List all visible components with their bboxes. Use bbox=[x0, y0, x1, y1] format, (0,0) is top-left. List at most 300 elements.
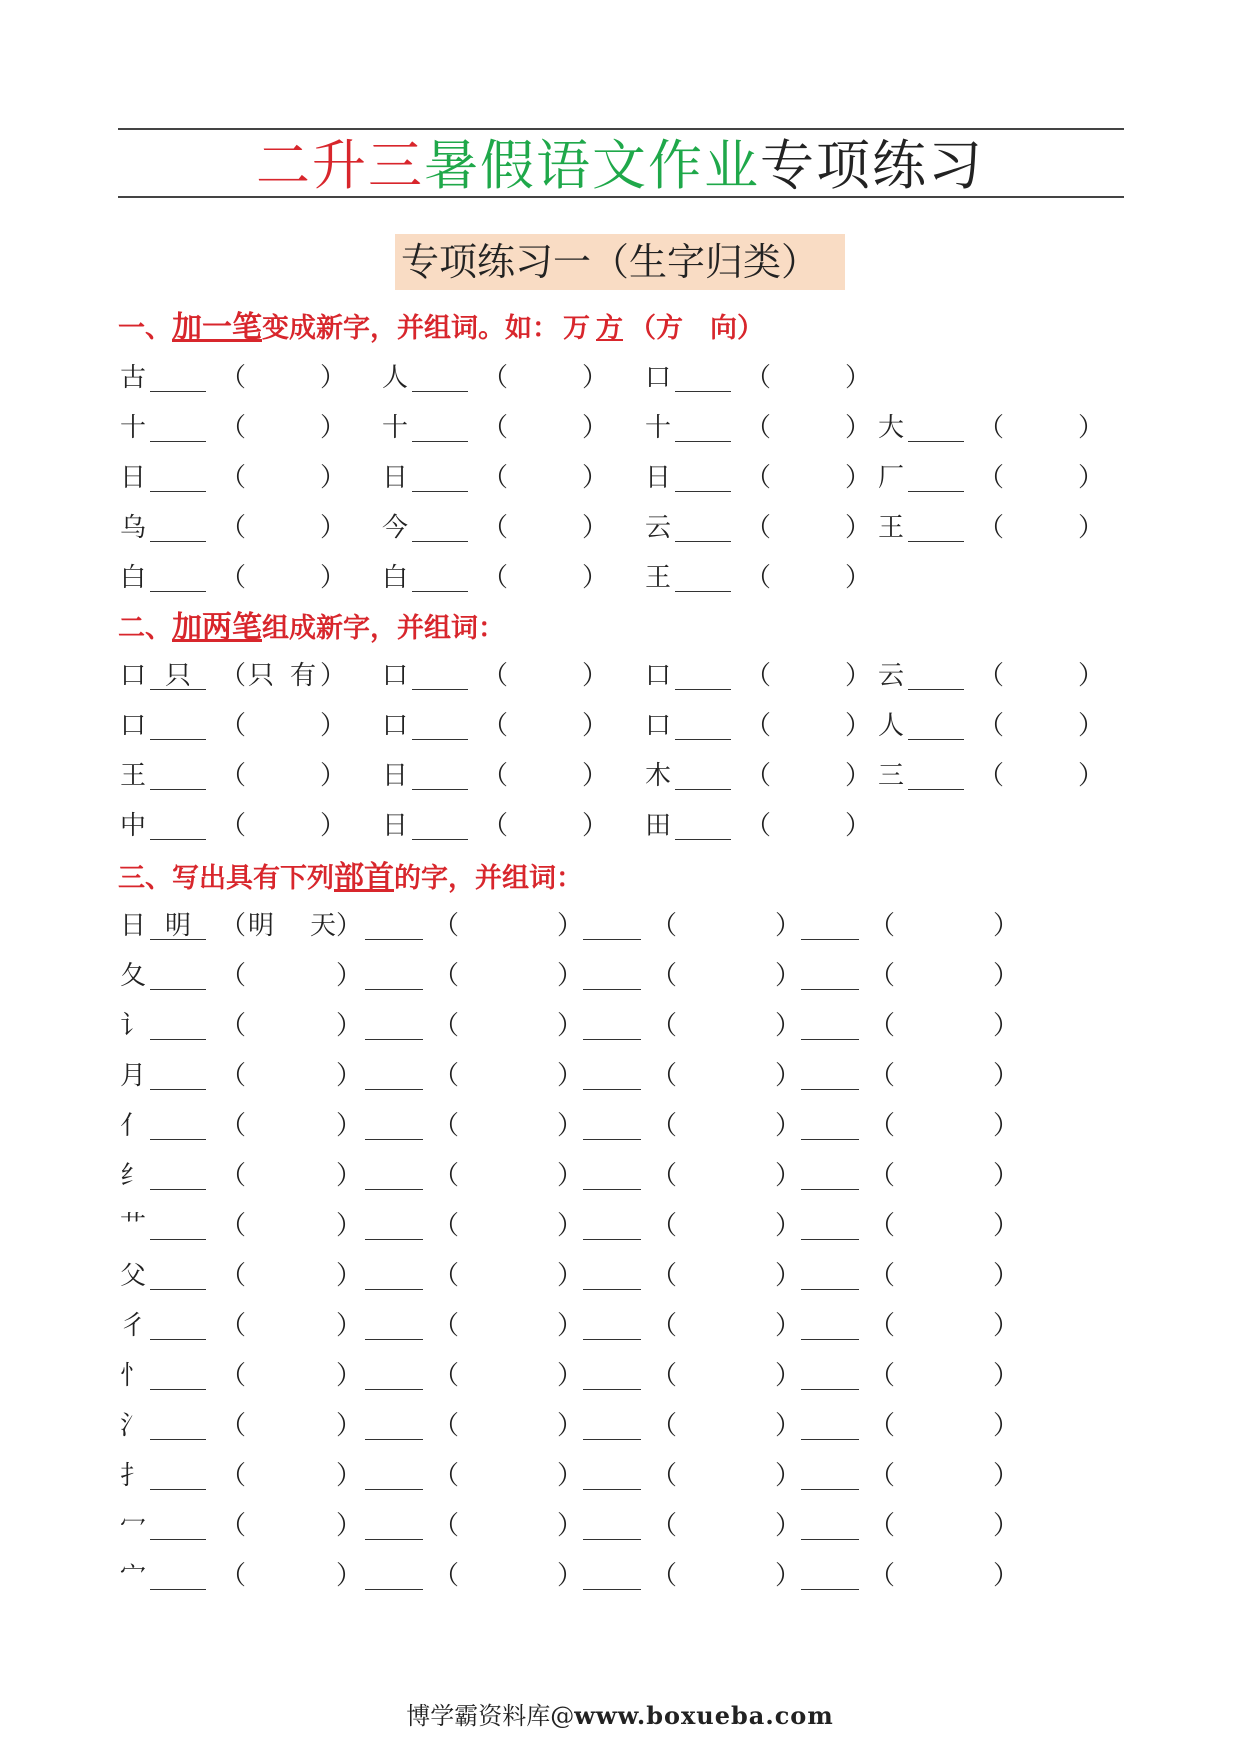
close-paren: ） bbox=[845, 761, 872, 791]
answer-line[interactable] bbox=[675, 391, 731, 392]
open-paren: （ bbox=[433, 1261, 460, 1291]
exercise-cell bbox=[801, 1406, 1020, 1446]
base-char: 王 bbox=[120, 761, 147, 791]
exercise-row bbox=[0, 1156, 1240, 1196]
answer-line[interactable] bbox=[365, 1539, 423, 1540]
exercise-cell bbox=[801, 1506, 1020, 1546]
answer-line[interactable] bbox=[801, 1539, 859, 1540]
open-paren: （ bbox=[869, 1411, 896, 1441]
exercise-cell bbox=[120, 1206, 363, 1246]
radical-char: 忄 bbox=[120, 1361, 147, 1391]
base-char: 口 bbox=[120, 711, 147, 741]
exercise-row bbox=[0, 1006, 1240, 1046]
radical-char: 夂 bbox=[120, 961, 147, 991]
close-paren: ） bbox=[993, 961, 1020, 991]
open-paren: （ bbox=[978, 513, 1005, 543]
answer-line[interactable] bbox=[675, 789, 731, 790]
example-word-2: 有 bbox=[290, 661, 317, 691]
answer-line[interactable] bbox=[801, 1289, 859, 1290]
answer-line[interactable] bbox=[412, 839, 468, 840]
close-paren: ） bbox=[775, 911, 802, 941]
answer-line[interactable] bbox=[365, 1589, 423, 1590]
exercise-cell bbox=[801, 956, 1020, 996]
base-char: 大 bbox=[878, 413, 905, 443]
open-paren: （ bbox=[869, 1261, 896, 1291]
answer-line[interactable] bbox=[150, 1489, 206, 1490]
answer-line[interactable] bbox=[150, 1589, 206, 1590]
close-paren: ） bbox=[336, 1311, 363, 1341]
exercise-cell bbox=[645, 558, 905, 598]
close-paren: ） bbox=[582, 463, 609, 493]
open-paren: （ bbox=[482, 563, 509, 593]
answer-char: 明 bbox=[164, 911, 191, 941]
close-paren: ） bbox=[557, 1311, 584, 1341]
radical-char: 日 bbox=[120, 911, 147, 941]
answer-line[interactable] bbox=[365, 1089, 423, 1090]
open-paren: （ bbox=[869, 1011, 896, 1041]
answer-line[interactable] bbox=[150, 739, 206, 740]
answer-line[interactable] bbox=[150, 1139, 206, 1140]
base-char: 口 bbox=[645, 363, 672, 393]
open-paren: （ bbox=[745, 463, 772, 493]
exercise-cell bbox=[382, 656, 642, 696]
answer-line[interactable] bbox=[801, 1139, 859, 1140]
exercise-cell bbox=[365, 1456, 584, 1496]
answer-line[interactable] bbox=[150, 1039, 206, 1040]
answer-line[interactable] bbox=[150, 541, 206, 542]
exercise-cell bbox=[120, 508, 380, 548]
exercise-row bbox=[0, 756, 1240, 796]
answer-line[interactable] bbox=[801, 1089, 859, 1090]
open-paren: （ bbox=[651, 1361, 678, 1391]
answer-line[interactable] bbox=[365, 1389, 423, 1390]
open-paren: （ bbox=[651, 961, 678, 991]
answer-line[interactable] bbox=[365, 989, 423, 990]
close-paren: ） bbox=[775, 1361, 802, 1391]
open-paren: （ bbox=[433, 1511, 460, 1541]
exercise-row bbox=[0, 706, 1240, 746]
open-paren: （ bbox=[745, 661, 772, 691]
open-paren: （ bbox=[220, 961, 247, 991]
close-paren: ） bbox=[320, 513, 347, 543]
answer-line[interactable] bbox=[150, 1539, 206, 1540]
answer-line[interactable] bbox=[412, 541, 468, 542]
open-paren: （ bbox=[745, 413, 772, 443]
close-paren: ） bbox=[557, 1011, 584, 1041]
exercise-cell bbox=[120, 1556, 363, 1596]
section2-prefix: 二、 bbox=[118, 613, 172, 644]
section1-prefix: 一、 bbox=[118, 313, 172, 344]
open-paren: （ bbox=[433, 961, 460, 991]
answer-line[interactable] bbox=[150, 839, 206, 840]
base-char: 王 bbox=[645, 563, 672, 593]
answer-line[interactable] bbox=[150, 989, 206, 990]
close-paren: ） bbox=[582, 711, 609, 741]
answer-line[interactable] bbox=[365, 1139, 423, 1140]
exercise-cell bbox=[382, 458, 642, 498]
answer-line[interactable] bbox=[583, 1389, 641, 1390]
section1-example-words: （方 向） bbox=[629, 313, 764, 344]
answer-line[interactable] bbox=[583, 1289, 641, 1290]
answer-line[interactable] bbox=[583, 1439, 641, 1440]
close-paren: ） bbox=[775, 1011, 802, 1041]
exercise-row bbox=[0, 656, 1240, 696]
answer-line[interactable] bbox=[150, 1189, 206, 1190]
open-paren: （ bbox=[220, 413, 247, 443]
exercise-cell bbox=[801, 1356, 1020, 1396]
open-paren: （ bbox=[651, 1411, 678, 1441]
answer-line[interactable] bbox=[365, 939, 423, 940]
exercise-cell bbox=[365, 1306, 584, 1346]
exercise-cell bbox=[120, 558, 380, 598]
exercise-cell bbox=[120, 1056, 363, 1096]
answer-line[interactable] bbox=[801, 1189, 859, 1190]
open-paren: （ bbox=[220, 661, 247, 691]
answer-char: 只 bbox=[164, 661, 191, 691]
answer-line[interactable] bbox=[150, 1289, 206, 1290]
base-char: 人 bbox=[382, 363, 409, 393]
open-paren: （ bbox=[482, 711, 509, 741]
open-paren: （ bbox=[869, 1461, 896, 1491]
exercise-row bbox=[0, 508, 1240, 548]
close-paren: ） bbox=[1078, 413, 1105, 443]
exercise-cell bbox=[365, 1506, 584, 1546]
exercise-cell bbox=[878, 508, 1138, 548]
answer-line[interactable] bbox=[365, 1189, 423, 1190]
close-paren: ） bbox=[336, 1461, 363, 1491]
exercise-row bbox=[0, 408, 1240, 448]
open-paren: （ bbox=[869, 1061, 896, 1091]
answer-line[interactable] bbox=[801, 1489, 859, 1490]
close-paren: ） bbox=[993, 1311, 1020, 1341]
answer-line[interactable] bbox=[908, 491, 964, 492]
close-paren: ） bbox=[557, 1511, 584, 1541]
base-char: 十 bbox=[382, 413, 409, 443]
open-paren: （ bbox=[745, 811, 772, 841]
answer-line[interactable] bbox=[675, 491, 731, 492]
answer-line[interactable] bbox=[801, 1039, 859, 1040]
close-paren: ） bbox=[336, 1111, 363, 1141]
base-char: 人 bbox=[878, 711, 905, 741]
answer-line[interactable] bbox=[583, 939, 641, 940]
open-paren: （ bbox=[220, 1461, 247, 1491]
close-paren: ） bbox=[557, 1161, 584, 1191]
open-paren: （ bbox=[433, 1161, 460, 1191]
exercise-row bbox=[0, 906, 1240, 946]
exercise-row bbox=[0, 1306, 1240, 1346]
base-char: 日 bbox=[382, 811, 409, 841]
footer-brand: 博学霸资料库@ bbox=[406, 1702, 575, 1730]
radical-char: 艹 bbox=[120, 1211, 147, 1241]
exercise-cell bbox=[382, 408, 642, 448]
answer-line[interactable] bbox=[908, 689, 964, 690]
open-paren: （ bbox=[220, 1211, 247, 1241]
exercise-cell bbox=[801, 1256, 1020, 1296]
title-bottom-rule bbox=[118, 196, 1124, 198]
open-paren: （ bbox=[220, 1311, 247, 1341]
answer-line[interactable] bbox=[150, 1339, 206, 1340]
exercise-cell bbox=[583, 1356, 802, 1396]
answer-line[interactable] bbox=[150, 441, 206, 442]
answer-line[interactable] bbox=[801, 1439, 859, 1440]
example-word-1: 明 bbox=[248, 911, 275, 941]
open-paren: （ bbox=[220, 1511, 247, 1541]
close-paren: ） bbox=[993, 1211, 1020, 1241]
answer-line[interactable] bbox=[583, 1089, 641, 1090]
answer-line[interactable] bbox=[675, 689, 731, 690]
exercise-cell bbox=[801, 906, 1020, 946]
exercise-cell bbox=[645, 806, 905, 846]
base-char: 木 bbox=[645, 761, 672, 791]
exercise-cell bbox=[583, 1306, 802, 1346]
open-paren: （ bbox=[651, 1211, 678, 1241]
base-char: 口 bbox=[645, 711, 672, 741]
answer-line[interactable] bbox=[412, 739, 468, 740]
open-paren: （ bbox=[869, 1211, 896, 1241]
open-paren: （ bbox=[869, 911, 896, 941]
open-paren: （ bbox=[433, 1361, 460, 1391]
base-char: 王 bbox=[878, 513, 905, 543]
answer-line[interactable] bbox=[908, 739, 964, 740]
close-paren: ） bbox=[320, 463, 347, 493]
section1-example-new: 方 bbox=[596, 313, 623, 344]
section3-heading bbox=[118, 860, 583, 897]
exercise-row bbox=[0, 1356, 1240, 1396]
answer-line[interactable] bbox=[412, 689, 468, 690]
open-paren: （ bbox=[869, 961, 896, 991]
exercise-cell bbox=[382, 806, 642, 846]
open-paren: （ bbox=[220, 1011, 247, 1041]
answer-line[interactable] bbox=[412, 391, 468, 392]
open-paren: （ bbox=[433, 1411, 460, 1441]
open-paren: （ bbox=[220, 1261, 247, 1291]
open-paren: （ bbox=[651, 1311, 678, 1341]
open-paren: （ bbox=[978, 711, 1005, 741]
base-char: 厂 bbox=[878, 463, 905, 493]
close-paren: ） bbox=[993, 1461, 1020, 1491]
open-paren: （ bbox=[745, 363, 772, 393]
open-paren: （ bbox=[745, 513, 772, 543]
exercise-row bbox=[0, 558, 1240, 598]
answer-line[interactable] bbox=[675, 839, 731, 840]
exercise-cell bbox=[365, 1256, 584, 1296]
answer-line[interactable] bbox=[675, 591, 731, 592]
close-paren: ） bbox=[993, 1161, 1020, 1191]
answer-line[interactable] bbox=[365, 1289, 423, 1290]
open-paren: （ bbox=[651, 1011, 678, 1041]
answer-line[interactable] bbox=[150, 591, 206, 592]
exercise-cell bbox=[583, 956, 802, 996]
answer-line[interactable] bbox=[801, 989, 859, 990]
subtitle: 专项练习一（生字归类） bbox=[395, 234, 845, 290]
close-paren: ） bbox=[557, 1361, 584, 1391]
section3-mid: 写出具有下列 bbox=[172, 863, 334, 894]
answer-line[interactable] bbox=[150, 1239, 206, 1240]
exercise-cell bbox=[120, 1356, 363, 1396]
base-char: 十 bbox=[120, 413, 147, 443]
close-paren: ） bbox=[557, 1561, 584, 1591]
answer-line[interactable] bbox=[801, 1589, 859, 1590]
answer-line[interactable] bbox=[675, 541, 731, 542]
close-paren: ） bbox=[845, 563, 872, 593]
answer-line[interactable] bbox=[801, 939, 859, 940]
open-paren: （ bbox=[869, 1511, 896, 1541]
close-paren: ） bbox=[1078, 761, 1105, 791]
answer-line[interactable] bbox=[150, 789, 206, 790]
exercise-cell bbox=[801, 1456, 1020, 1496]
section1-key: 加一笔 bbox=[172, 310, 262, 345]
open-paren: （ bbox=[651, 1461, 678, 1491]
exercise-cell bbox=[120, 1156, 363, 1196]
answer-line[interactable] bbox=[675, 441, 731, 442]
close-paren: ） bbox=[557, 961, 584, 991]
answer-line[interactable] bbox=[583, 1539, 641, 1540]
open-paren: （ bbox=[220, 811, 247, 841]
answer-line[interactable] bbox=[365, 1489, 423, 1490]
answer-line[interactable] bbox=[801, 1389, 859, 1390]
open-paren: （ bbox=[220, 711, 247, 741]
title-homework: 暑假语文作业 bbox=[424, 134, 760, 197]
answer-line[interactable] bbox=[583, 1489, 641, 1490]
section2-rest: 组成新字，并组词： bbox=[262, 613, 505, 644]
section1-example-char: 万 bbox=[563, 313, 590, 344]
close-paren: ） bbox=[557, 1461, 584, 1491]
close-paren: ） bbox=[775, 1111, 802, 1141]
close-paren: ） bbox=[336, 1011, 363, 1041]
answer-line[interactable] bbox=[801, 1239, 859, 1240]
exercise-row bbox=[0, 1206, 1240, 1246]
exercise-cell bbox=[365, 1556, 584, 1596]
close-paren: ） bbox=[845, 661, 872, 691]
answer-line[interactable] bbox=[365, 1039, 423, 1040]
close-paren: ） bbox=[336, 961, 363, 991]
answer-line[interactable] bbox=[583, 1039, 641, 1040]
exercise-cell bbox=[645, 508, 905, 548]
exercise-cell bbox=[645, 458, 905, 498]
close-paren: ） bbox=[993, 1061, 1020, 1091]
answer-line[interactable] bbox=[150, 391, 206, 392]
answer-line[interactable] bbox=[365, 1439, 423, 1440]
title-grade: 二升三 bbox=[256, 134, 424, 197]
exercise-cell bbox=[382, 756, 642, 796]
close-paren: ） bbox=[320, 761, 347, 791]
close-paren: ） bbox=[336, 1511, 363, 1541]
exercise-cell bbox=[120, 706, 380, 746]
section1-rest: 变成新字，并组词。如： bbox=[262, 313, 559, 344]
close-paren: ） bbox=[320, 563, 347, 593]
exercise-cell bbox=[583, 906, 802, 946]
answer-line[interactable] bbox=[583, 1139, 641, 1140]
exercise-cell bbox=[365, 1006, 584, 1046]
exercise-cell bbox=[801, 1206, 1020, 1246]
answer-line[interactable] bbox=[150, 1389, 206, 1390]
exercise-cell bbox=[382, 558, 642, 598]
exercise-cell bbox=[365, 1106, 584, 1146]
exercise-cell bbox=[878, 408, 1138, 448]
close-paren: ） bbox=[336, 1261, 363, 1291]
open-paren: （ bbox=[978, 661, 1005, 691]
answer-line[interactable] bbox=[412, 591, 468, 592]
answer-line[interactable] bbox=[908, 541, 964, 542]
answer-line[interactable] bbox=[675, 739, 731, 740]
open-paren: （ bbox=[220, 1111, 247, 1141]
radical-char: 亻 bbox=[120, 1111, 147, 1141]
exercise-cell bbox=[120, 906, 363, 946]
answer-line[interactable] bbox=[583, 1339, 641, 1340]
exercise-cell bbox=[645, 408, 905, 448]
exercise-cell bbox=[801, 1306, 1020, 1346]
answer-line[interactable] bbox=[583, 1589, 641, 1590]
answer-line[interactable] bbox=[583, 1239, 641, 1240]
close-paren: ） bbox=[336, 1161, 363, 1191]
base-char: 口 bbox=[120, 661, 147, 691]
close-paren: ） bbox=[775, 1261, 802, 1291]
answer-line[interactable] bbox=[908, 441, 964, 442]
close-paren: ） bbox=[1078, 661, 1105, 691]
radical-char: 月 bbox=[120, 1061, 147, 1091]
answer-line[interactable] bbox=[150, 1089, 206, 1090]
answer-line[interactable] bbox=[583, 1189, 641, 1190]
footer-site: www.boxueba.com bbox=[574, 1701, 834, 1730]
answer-line[interactable] bbox=[365, 1339, 423, 1340]
answer-line[interactable] bbox=[801, 1339, 859, 1340]
open-paren: （ bbox=[869, 1561, 896, 1591]
base-char: 日 bbox=[120, 463, 147, 493]
open-paren: （ bbox=[220, 911, 247, 941]
example-word-1: 只 bbox=[248, 661, 275, 691]
base-char: 古 bbox=[120, 363, 147, 393]
exercise-cell bbox=[120, 358, 380, 398]
exercise-cell bbox=[120, 1406, 363, 1446]
base-char: 云 bbox=[878, 661, 905, 691]
answer-line[interactable] bbox=[365, 1239, 423, 1240]
exercise-cell bbox=[583, 1256, 802, 1296]
exercise-cell bbox=[120, 1456, 363, 1496]
answer-line[interactable] bbox=[412, 789, 468, 790]
base-char: 口 bbox=[382, 711, 409, 741]
close-paren: ） bbox=[775, 1461, 802, 1491]
close-paren: ） bbox=[320, 661, 347, 691]
open-paren: （ bbox=[433, 1461, 460, 1491]
answer-line[interactable] bbox=[908, 789, 964, 790]
exercise-cell bbox=[878, 706, 1138, 746]
open-paren: （ bbox=[745, 711, 772, 741]
open-paren: （ bbox=[651, 911, 678, 941]
answer-line[interactable] bbox=[150, 1439, 206, 1440]
answer-line[interactable] bbox=[412, 491, 468, 492]
open-paren: （ bbox=[433, 1011, 460, 1041]
exercise-cell bbox=[365, 906, 584, 946]
exercise-cell bbox=[365, 1406, 584, 1446]
answer-line[interactable] bbox=[583, 989, 641, 990]
exercise-cell bbox=[801, 1006, 1020, 1046]
exercise-row bbox=[0, 1256, 1240, 1296]
radical-char: 冖 bbox=[120, 1511, 147, 1541]
base-char: 田 bbox=[645, 811, 672, 841]
close-paren: ） bbox=[775, 1511, 802, 1541]
close-paren: ） bbox=[1078, 513, 1105, 543]
exercise-cell bbox=[365, 956, 584, 996]
close-paren: ） bbox=[775, 1411, 802, 1441]
answer-line[interactable] bbox=[412, 441, 468, 442]
close-paren: ） bbox=[336, 1211, 363, 1241]
open-paren: （ bbox=[482, 811, 509, 841]
open-paren: （ bbox=[433, 1111, 460, 1141]
exercise-row bbox=[0, 458, 1240, 498]
close-paren: ） bbox=[320, 363, 347, 393]
answer-line[interactable] bbox=[150, 491, 206, 492]
close-paren: ） bbox=[775, 1561, 802, 1591]
